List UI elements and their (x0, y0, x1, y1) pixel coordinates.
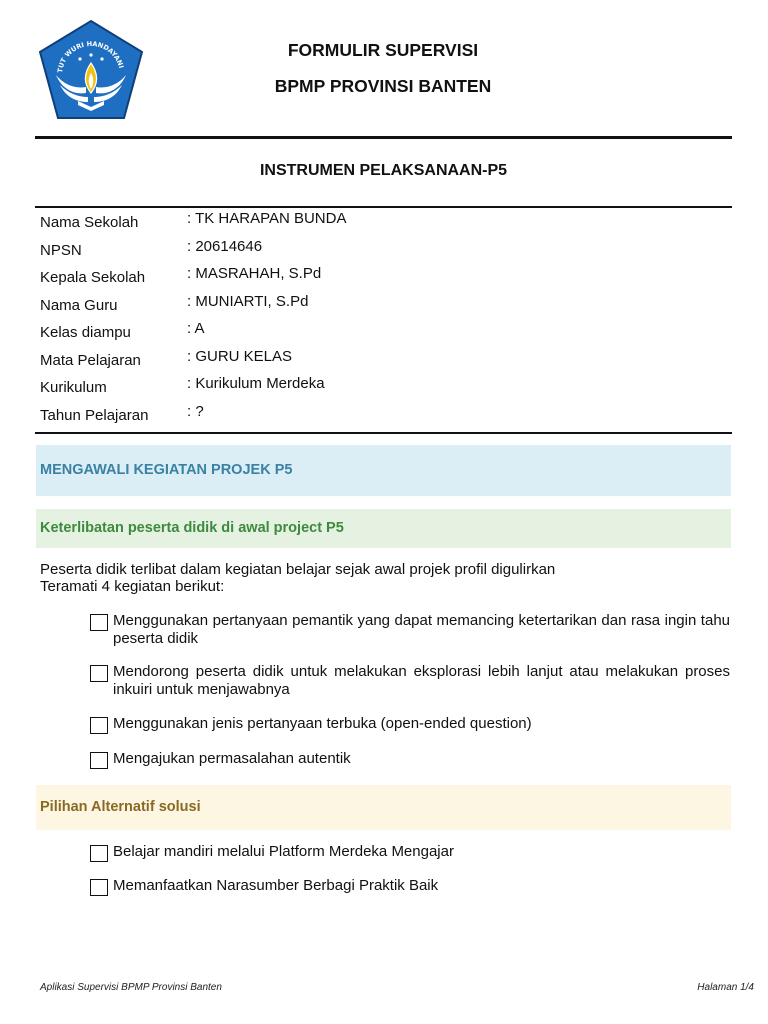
alternative-heading: Pilihan Alternatif solusi (36, 785, 731, 830)
tut-wuri-handayani-emblem-icon (36, 19, 147, 123)
option-item (90, 715, 730, 733)
info-value: : MASRAHAH, S.Pd (187, 265, 322, 282)
alt-option-checkbox[interactable] (90, 879, 108, 896)
info-row-curriculum (40, 375, 730, 403)
info-label: Kepala Sekolah (40, 269, 146, 286)
description-line-1: Peserta didik terlibat dalam kegiatan belajar sejak awal projek profil digulirkan (40, 561, 556, 578)
info-top-divider (35, 206, 732, 208)
info-label: Kurikulum (40, 379, 107, 396)
option-item (90, 612, 730, 647)
description-paragraph (40, 561, 555, 595)
info-value: : Kurikulum Merdeka (187, 375, 325, 392)
info-value: : GURU KELAS (187, 347, 293, 365)
svg-text:TUT WURI HANDAYANI: TUT WURI HANDAYANI (56, 39, 126, 74)
option-label: Menggunakan pertanyaan pemantik yang dapat memancing ketertarikan dan rasa ingin tahu peserta didik (113, 612, 730, 647)
info-row-npsn (40, 238, 730, 266)
option-checkbox[interactable] (90, 752, 108, 769)
alt-option-checkbox[interactable] (90, 845, 108, 862)
info-row-school-name (40, 210, 730, 238)
info-label: Tahun Pelajaran (40, 406, 149, 424)
info-label: Mata Pelajaran (40, 351, 141, 369)
info-row-teacher (40, 293, 730, 321)
option-label: Mengajukan permasalahan autentik (113, 750, 351, 767)
info-value: : ? (187, 402, 204, 420)
footer-page-number: Halaman 1/4 (697, 982, 754, 993)
option-checkbox[interactable] (90, 614, 108, 631)
info-bottom-divider (35, 432, 732, 434)
alt-option-label: Memanfaatkan Narasumber Berbagi Praktik Baik (113, 877, 439, 894)
info-value: : A (187, 320, 205, 337)
option-label: Mendorong peserta didik untuk melakukan eksplorasi lebih lanjut atau melakukan proses inkuiri untuk menjawabnya (113, 663, 730, 698)
form-subtitle: BPMP PROVINSI BANTEN (274, 76, 492, 96)
info-label: Kelas diampu (40, 324, 131, 341)
school-info-table (40, 210, 730, 430)
info-row-academic-year (40, 403, 730, 431)
instrument-title: INSTRUMEN PELAKSANAAN-P5 (259, 162, 508, 179)
info-value: : MUNIARTI, S.Pd (187, 292, 309, 310)
alt-option-item (90, 877, 730, 895)
info-value: : TK HARAPAN BUNDA (187, 210, 347, 227)
footer-app-name: Aplikasi Supervisi BPMP Provinsi Banten (40, 982, 222, 993)
subsection-heading: Keterlibatan peserta didik di awal project P5 (36, 509, 731, 548)
info-label: Nama Sekolah (40, 214, 139, 231)
option-label: Menggunakan jenis pertanyaan terbuka (open-ended question) (113, 715, 532, 732)
option-item (90, 663, 730, 698)
info-value: : 20614646 (187, 237, 263, 255)
section-heading: MENGAWALI KEGIATAN PROJEK P5 (36, 445, 731, 496)
description-line-2: Teramati 4 kegiatan berikut: (40, 578, 225, 595)
alt-option-label: Belajar mandiri melalui Platform Merdeka Mengajar (113, 843, 454, 860)
alt-option-item (90, 843, 730, 861)
option-checkbox[interactable] (90, 717, 108, 734)
info-label: NPSN (40, 241, 82, 259)
tut-wuri-handayani-logo (36, 19, 147, 123)
option-checkbox[interactable] (90, 665, 108, 682)
option-item (90, 750, 730, 768)
header-divider (35, 136, 732, 139)
info-row-class (40, 320, 730, 348)
form-title: FORMULIR SUPERVISI (287, 40, 479, 60)
info-label: Nama Guru (40, 296, 118, 314)
info-row-subject (40, 348, 730, 376)
info-row-principal (40, 265, 730, 293)
